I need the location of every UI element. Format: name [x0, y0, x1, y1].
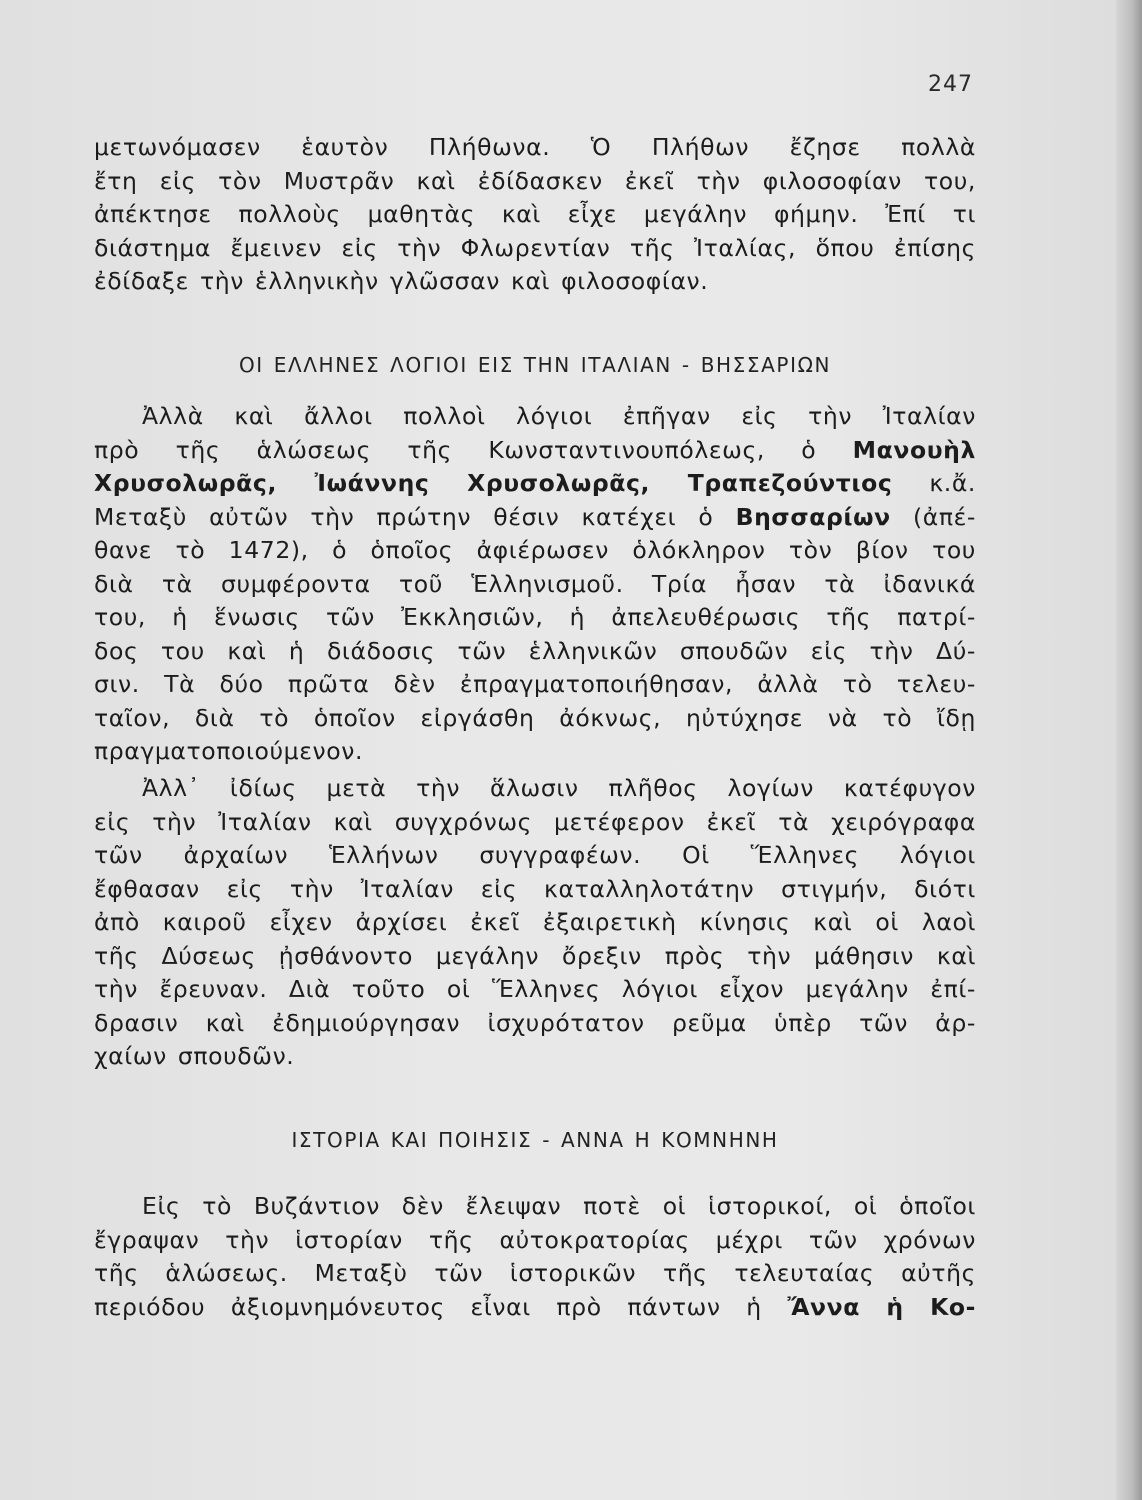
- text-line: τὴν ἔρευναν. Διὰ τοῦτο οἱ Ἕλληνες λόγιοι εἶχον μεγάλην ἐπί-: [94, 975, 976, 1003]
- text-span: Μεταξὺ αὐτῶν τὴν πρώτην θέσιν κατέχει ὁ: [94, 502, 714, 531]
- text-line: τῆς Δύσεως ᾐσθάνοντο μεγάλην ὄρεξιν πρὸς τὴν μάθησιν καὶ: [94, 941, 976, 970]
- text-line: εἰς τὴν Ἰταλίαν καὶ συγχρόνως μετέφερον ἐκεῖ τὰ χειρόγραφα: [94, 807, 976, 836]
- text-line: διὰ τὰ συμφέροντα τοῦ Ἑλληνισμοῦ. Τρία ἦσαν τὰ ἰδανικά: [94, 569, 976, 598]
- text-line: ταῖον, διὰ τὸ ὁποῖον εἰργάσθη ἀόκνως, ηὐτύχησε νὰ τὸ ἴδῃ: [94, 703, 976, 732]
- text-line: Εἰς τὸ Βυζάντιον δὲν ἔλειψαν ποτὲ οἱ ἱστορικοί, οἱ ὁποῖοι: [142, 1192, 976, 1220]
- text-line: διάστημα ἔμεινεν εἰς τὴν Φλωρεντίαν τῆς Ἰταλίας, ὅπου ἐπίσης: [94, 233, 976, 262]
- text-line: [94, 434, 976, 468]
- text-line: θανε τὸ 1472), ὁ ὁποῖος ἀφιέρωσεν ὁλόκληρον τὸν βίον του: [94, 536, 976, 564]
- text-line: δος του καὶ ἡ διάδοσις τῶν ἑλληνικῶν σπουδῶν εἰς τὴν Δύ-: [94, 636, 976, 665]
- person-name: Μανουὴλ: [852, 435, 976, 464]
- text-line: ἔτη εἰς τὸν Μυστρᾶν καὶ ἐδίδασκεν ἐκεῖ τὴν φιλοσοφίαν του,: [94, 166, 976, 195]
- text-span: πρὸ τῆς ἁλώσεως τῆς Κωνσταντινουπόλεως, ὁ: [94, 435, 817, 464]
- text-line: ἀπὸ καιροῦ εἶχεν ἀρχίσει ἐκεῖ ἐξαιρετικὴ κίνησις καὶ οἱ λαοὶ: [94, 908, 976, 936]
- text-line: [94, 501, 976, 535]
- text-line: [94, 467, 976, 501]
- text-line: ἀπέκτησε πολλοὺς μαθητὰς καὶ εἶχε μεγάλην φήμην. Ἐπί τι: [94, 200, 976, 228]
- text-line: Ἀλλ᾽ ἰδίως μετὰ τὴν ἅλωσιν πλῆθος λογίων κατέφυγον: [142, 774, 976, 802]
- text-line: [94, 1291, 976, 1325]
- text-line: ἐδίδαξε τὴν ἑλληνικὴν γλῶσσαν καὶ φιλοσοφίαν.: [94, 267, 709, 295]
- text-span: (ἀπέ-: [913, 502, 976, 531]
- section-heading-bessarion: ΟΙ ΕΛΛΗΝΕΣ ΛΟΓΙΟΙ ΕΙΣ ΤΗΝ ΙΤΑΛΙΑΝ - ΒΗΣΣΑΡΙΩΝ: [238, 353, 832, 377]
- paragraph-greek-scholars: [94, 400, 976, 769]
- page-edge-shadow: [1116, 0, 1142, 1500]
- text-span: κ.ἄ.: [929, 469, 976, 497]
- paragraph-after-fall: [94, 772, 976, 1074]
- person-name: Βησσαρίων: [735, 502, 891, 531]
- page-number: 247: [928, 72, 973, 97]
- text-line: ἔφθασαν εἰς τὴν Ἰταλίαν εἰς καταλληλοτάτην στιγμήν, διότι: [94, 874, 976, 903]
- paragraph-historians: [94, 1190, 976, 1324]
- text-line: πραγματοποιούμενον.: [94, 737, 364, 765]
- text-line: σιν. Τὰ δύο πρῶτα δὲν ἐπραγματοποιήθησαν, ἀλλὰ τὸ τελευ-: [94, 670, 976, 698]
- person-names: Χρυσολωρᾶς, Ἰωάννης Χρυσολωρᾶς, Τραπεζούντιος: [94, 469, 893, 497]
- section-heading-anna-komnene: ΙΣΤΟΡΙΑ ΚΑΙ ΠΟΙΗΣΙΣ - ΑΝΝΑ Η ΚΟΜΝΗΝΗ: [291, 1128, 779, 1152]
- person-name: Ἄννα ἡ Κο-: [787, 1292, 976, 1321]
- paragraph-pletho: [94, 131, 976, 299]
- text-line: μετωνόμασεν ἑαυτὸν Πλήθωνα. Ὁ Πλήθων ἔζησε πολλὰ: [94, 133, 976, 161]
- text-line: του, ἡ ἕνωσις τῶν Ἐκκλησιῶν, ἡ ἀπελευθέρωσις τῆς πατρί-: [94, 603, 976, 631]
- text-line: τῶν ἀρχαίων Ἑλλήνων συγγραφέων. Οἱ Ἕλληνες λόγιοι: [94, 841, 976, 869]
- text-line: Ἀλλὰ καὶ ἄλλοι πολλοὶ λόγιοι ἐπῆγαν εἰς τὴν Ἰταλίαν: [142, 402, 976, 430]
- text-span: περιόδου ἀξιομνημόνευτος εἶναι πρὸ πάντων ἡ: [94, 1292, 762, 1321]
- text-line: δρασιν καὶ ἐδημιούργησαν ἰσχυρότατον ρεῦμα ὑπὲρ τῶν ἀρ-: [94, 1008, 976, 1037]
- text-line: τῆς ἁλώσεως. Μεταξὺ τῶν ἱστορικῶν τῆς τελευταίας αὐτῆς: [94, 1259, 976, 1287]
- text-line: ἔγραψαν τὴν ἱστορίαν τῆς αὐτοκρατορίας μέχρι τῶν χρόνων: [94, 1225, 976, 1254]
- text-line: χαίων σπουδῶν.: [94, 1042, 295, 1070]
